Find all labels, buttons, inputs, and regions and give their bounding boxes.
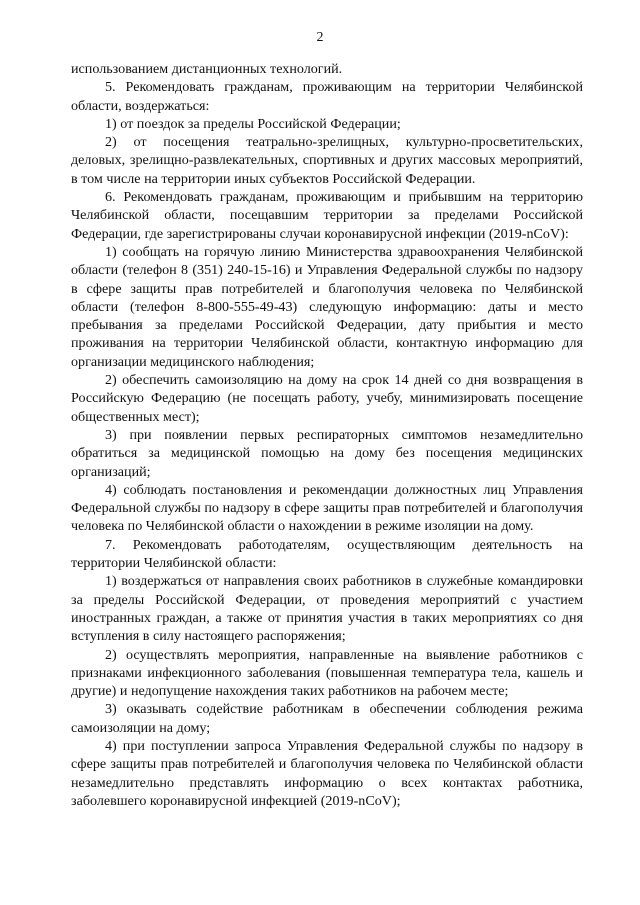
paragraph-item-5-2: 2) от посещения театрально-зрелищных, культурно-просветительских, деловых, зрелищно-развлекательных, спортивных и других массовых мероприятий, в том числе на территории иных субъектов Российской Федерации. <box>71 134 583 187</box>
paragraph-item-7-3: 3) оказывать содействие работникам в обеспечении соблюдения режима самоизоляции на дому; <box>71 701 583 736</box>
paragraph-item-6-3: 3) при появлении первых респираторных симптомов незамедлительно обратиться за медицинской помощью на дому без посещения медицинских организаций; <box>71 426 583 480</box>
paragraph-item-6-2: 2) обеспечить самоизоляцию на дому на срок 14 дней со дня возвращения в Российскую Федерацию (не посещать работу, учебу, минимизировать посещение общественных мест); <box>71 372 583 425</box>
paragraph-item-7-1: 1) воздержаться от направления своих работников в служебные командировки за пределы Российской Федерации, от проведения мероприятий с участием иностранных граждан, а также от принятия участия в таких мероприятиях со дня вступления в силу настоящего распоряжения; <box>71 573 583 645</box>
paragraph-item-7-2: 2) осуществлять мероприятия, направленные на выявление работников с признаками инфекционного заболевания (повышенная температура тела, кашель и другие) и недопущение нахождения таких работников на рабочем месте; <box>71 646 583 700</box>
page-number: 2 <box>316 30 324 45</box>
paragraph-item-5-1: 1) от поездок за пределы Российской Федерации; <box>105 115 401 132</box>
paragraph-item-5: 5. Рекомендовать гражданам, проживающим на территории Челябинской области, воздержаться: <box>71 79 583 114</box>
paragraph-item-6-1: 1) сообщать на горячую линию Министерства здравоохранения Челябинской области (телефон 8 (351) 240-15-16) и Управления Федеральной службы по надзору в сфере защиты прав потребителей и благополучия человека по Челябинской области (телефон 8-800-555-49-43) следующую информацию: даты и место пребывания за пределами Российской Федерации, дату прибытия и место проживания на территории Челябинской области, контактную информацию для организации медицинского наблюдения; <box>71 243 583 370</box>
paragraph-item-7: 7. Рекомендовать работодателям, осуществляющим деятельность на территории Челябинской области: <box>71 536 583 572</box>
paragraph-continuation: использованием дистанционных технологий. <box>71 61 343 77</box>
paragraph-item-6: 6. Рекомендовать гражданам, проживающим и прибывшим на территорию Челябинской области, посещавшим территории за пределами Российской Федерации, где зарегистрированы случаи коронавирусной инфекции (2019-nCoV): <box>71 189 583 242</box>
paragraph-item-6-4: 4) соблюдать постановления и рекомендации должностных лиц Управления Федеральной службы по надзору в сфере защиты прав потребителей и благополучия человека по Челябинской области о нахождении в режиме изоляции на дому. <box>71 481 583 535</box>
paragraph-item-7-4: 4) при поступлении запроса Управления Федеральной службы по надзору в сфере защиты прав потребителей и благополучия человека по Челябинской области незамедлительно представлять информацию о всех контактах работника, заболевшего коронавирусной инфекцией (2019-nCoV); <box>71 737 583 809</box>
document-body <box>71 60 583 810</box>
